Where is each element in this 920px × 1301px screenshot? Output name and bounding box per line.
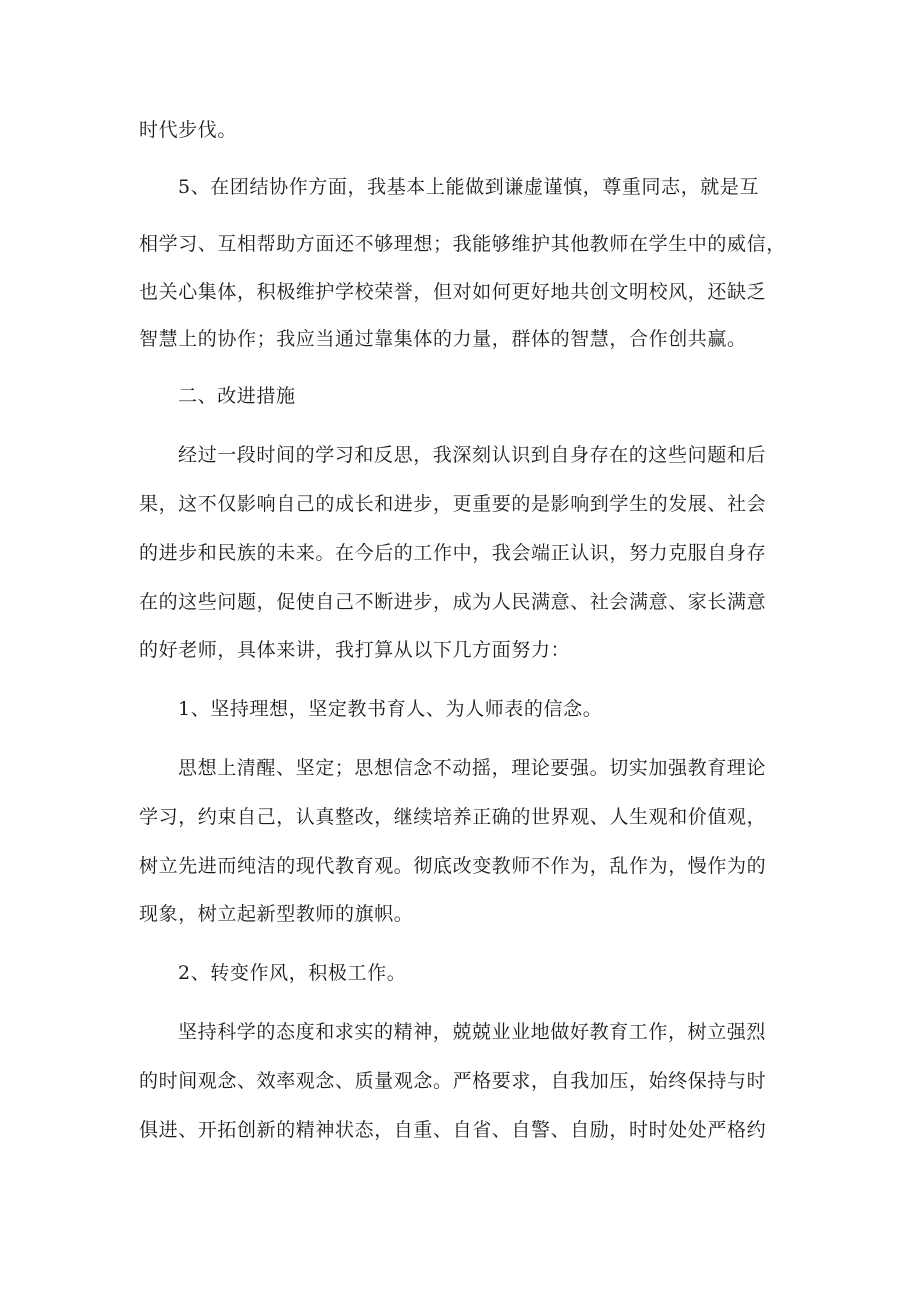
paragraph-line: 的时间观念、效率观念、质量观念。严格要求，自我加压，始终保持与时 <box>139 1070 767 1092</box>
paragraph-line: 现象，树立起新型教师的旗帜。 <box>139 903 414 925</box>
paragraph-line: 经过一段时间的学习和反思，我深刻认识到自身存在的这些问题和后 <box>178 444 767 466</box>
paragraph-line: 时代步伐。 <box>139 119 238 141</box>
paragraph-line: 智慧上的协作；我应当通过靠集体的力量，群体的智慧，合作创共赢。 <box>139 328 747 350</box>
section-heading: 二、改进措施 <box>178 385 296 407</box>
paragraph-line: 的进步和民族的未来。在今后的工作中，我会端正认识，努力克服自身存 <box>139 542 767 564</box>
paragraph-line: 相学习、互相帮助方面还不够理想；我能够维护其他教师在学生中的威信， <box>139 233 786 255</box>
subsection-heading: 1、坚持理想，坚定教书育人、为人师表的信念。 <box>178 698 603 720</box>
paragraph-line: 树立先进而纯洁的现代教育观。彻底改变教师不作为，乱作为，慢作为的 <box>139 855 767 877</box>
subsection-heading: 2、转变作风，积极工作。 <box>178 962 407 984</box>
paragraph-line: 俱进、开拓创新的精神状态，自重、自省、自警、自励，时时处处严格约 <box>139 1119 767 1141</box>
paragraph-line: 坚持科学的态度和求实的精神，兢兢业业地做好教育工作，树立强烈 <box>178 1021 767 1043</box>
paragraph-line: 在的这些问题，促使自己不断进步，成为人民满意、社会满意、家长满意 <box>139 591 767 613</box>
paragraph-line: 也关心集体，积极维护学校荣誉，但对如何更好地共创文明校风，还缺乏 <box>139 281 767 303</box>
paragraph-line: 5、在团结协作方面，我基本上能做到谦虚谨慎，尊重同志，就是互 <box>178 176 760 198</box>
paragraph-line: 思想上清醒、坚定；思想信念不动摇，理论要强。切实加强教育理论 <box>178 757 767 779</box>
paragraph-line: 果，这不仅影响自己的成长和进步，更重要的是影响到学生的发展、社会 <box>139 493 767 515</box>
paragraph-line: 学习，约束自己，认真整改，继续培养正确的世界观、人生观和价值观， <box>139 806 767 828</box>
paragraph-line: 的好老师，具体来讲，我打算从以下几方面努力： <box>139 639 571 661</box>
